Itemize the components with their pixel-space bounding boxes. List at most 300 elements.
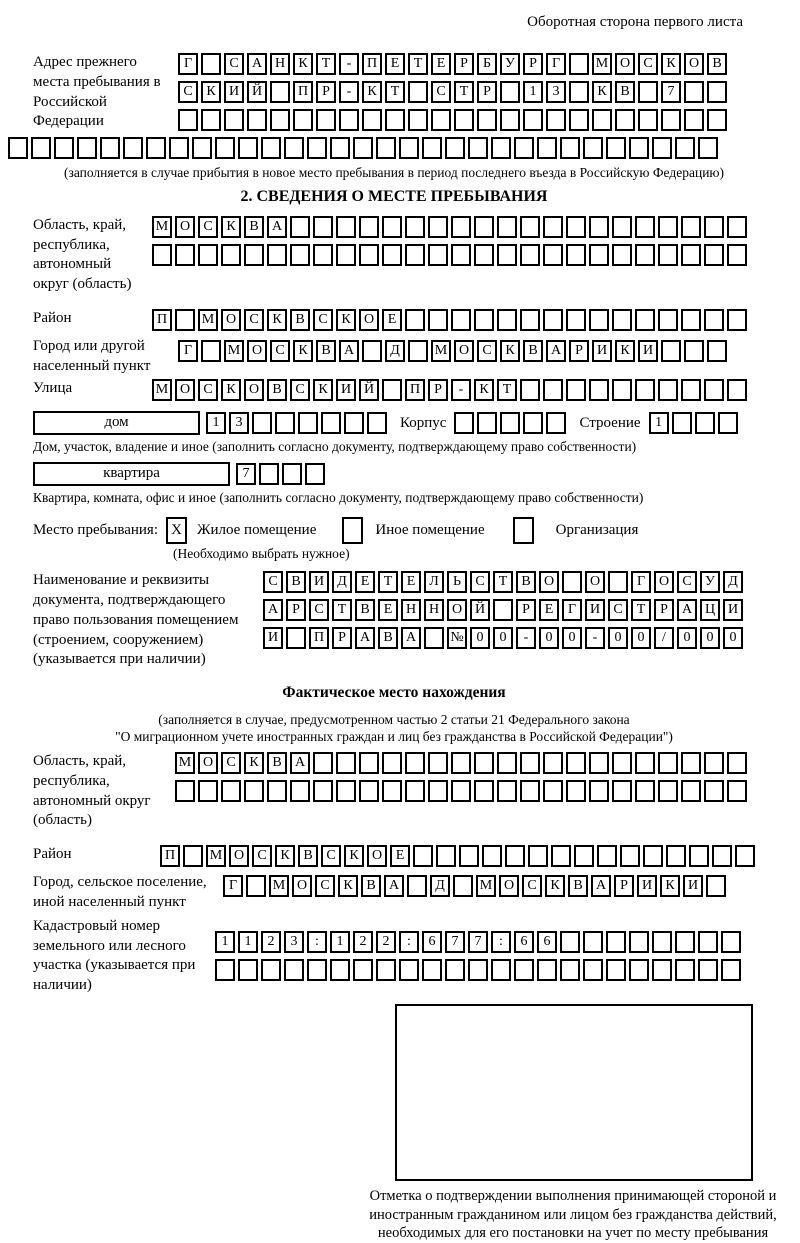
char-box[interactable]: К <box>338 875 358 897</box>
char-box[interactable]: К <box>221 379 241 401</box>
char-box[interactable]: 0 <box>562 627 582 649</box>
char-box[interactable] <box>537 959 557 981</box>
char-box[interactable] <box>454 412 474 434</box>
char-box[interactable] <box>629 931 649 953</box>
char-box[interactable] <box>477 109 497 131</box>
char-box[interactable]: С <box>270 340 290 362</box>
char-box[interactable]: С <box>431 81 451 103</box>
char-box[interactable]: Р <box>316 81 336 103</box>
char-box[interactable]: О <box>684 53 704 75</box>
char-box[interactable] <box>505 845 525 867</box>
char-box[interactable] <box>681 244 701 266</box>
char-box[interactable] <box>382 216 402 238</box>
char-box[interactable] <box>583 137 603 159</box>
char-box[interactable] <box>474 244 494 266</box>
char-box[interactable] <box>491 137 511 159</box>
char-box[interactable] <box>658 309 678 331</box>
char-box[interactable] <box>560 137 580 159</box>
char-box[interactable] <box>376 137 396 159</box>
char-box[interactable] <box>244 780 264 802</box>
char-box[interactable] <box>31 137 51 159</box>
char-box[interactable] <box>175 244 195 266</box>
char-box[interactable] <box>681 780 701 802</box>
char-box[interactable]: 2 <box>261 931 281 953</box>
char-box[interactable] <box>612 780 632 802</box>
char-box[interactable]: М <box>152 216 172 238</box>
char-box[interactable] <box>635 780 655 802</box>
char-box[interactable]: И <box>723 599 743 621</box>
char-box[interactable] <box>583 959 603 981</box>
char-box[interactable] <box>658 379 678 401</box>
char-box[interactable] <box>566 244 586 266</box>
char-box[interactable] <box>399 959 419 981</box>
char-box[interactable]: Т <box>316 53 336 75</box>
char-box[interactable] <box>658 780 678 802</box>
char-box[interactable] <box>453 875 473 897</box>
char-box[interactable] <box>313 780 333 802</box>
char-box[interactable] <box>413 845 433 867</box>
char-box[interactable]: 7 <box>445 931 465 953</box>
char-box[interactable] <box>290 780 310 802</box>
char-box[interactable]: 3 <box>229 412 249 434</box>
char-box[interactable] <box>704 780 724 802</box>
char-box[interactable]: М <box>206 845 226 867</box>
char-box[interactable] <box>436 845 456 867</box>
char-box[interactable]: М <box>269 875 289 897</box>
char-box[interactable]: / <box>654 627 674 649</box>
char-box[interactable] <box>169 137 189 159</box>
char-box[interactable] <box>566 216 586 238</box>
char-box[interactable]: Т <box>385 81 405 103</box>
char-box[interactable]: 0 <box>631 627 651 649</box>
char-box[interactable]: Н <box>270 53 290 75</box>
char-box[interactable]: Р <box>477 81 497 103</box>
char-box[interactable] <box>500 412 520 434</box>
char-box[interactable]: М <box>431 340 451 362</box>
char-box[interactable]: П <box>362 53 382 75</box>
stroenie-row[interactable] <box>649 412 741 434</box>
char-box[interactable] <box>566 752 586 774</box>
char-box[interactable]: К <box>221 216 241 238</box>
char-box[interactable]: Р <box>454 53 474 75</box>
korpus-row[interactable] <box>454 412 569 434</box>
char-box[interactable] <box>261 959 281 981</box>
char-box[interactable] <box>497 244 517 266</box>
char-box[interactable]: В <box>316 340 336 362</box>
char-box[interactable] <box>183 845 203 867</box>
char-box[interactable] <box>215 137 235 159</box>
char-box[interactable] <box>562 571 582 593</box>
char-box[interactable] <box>606 931 626 953</box>
char-box[interactable] <box>721 931 741 953</box>
char-box[interactable]: О <box>175 379 195 401</box>
char-box[interactable]: 1 <box>523 81 543 103</box>
char-box[interactable]: : <box>491 931 511 953</box>
char-box[interactable]: 6 <box>537 931 557 953</box>
char-box[interactable]: М <box>224 340 244 362</box>
char-box[interactable]: Е <box>390 845 410 867</box>
char-box[interactable] <box>543 309 563 331</box>
char-box[interactable] <box>428 752 448 774</box>
char-box[interactable]: П <box>405 379 425 401</box>
char-box[interactable]: А <box>290 752 310 774</box>
char-box[interactable] <box>474 216 494 238</box>
char-box[interactable]: № <box>447 627 467 649</box>
char-box[interactable]: Т <box>493 571 513 593</box>
char-box[interactable]: О <box>585 571 605 593</box>
char-box[interactable] <box>284 959 304 981</box>
char-box[interactable] <box>267 780 287 802</box>
char-box[interactable]: М <box>152 379 172 401</box>
char-box[interactable]: Г <box>562 599 582 621</box>
char-box[interactable] <box>704 216 724 238</box>
char-box[interactable] <box>635 379 655 401</box>
char-box[interactable] <box>224 109 244 131</box>
char-box[interactable]: К <box>661 53 681 75</box>
char-box[interactable]: С <box>224 53 244 75</box>
char-box[interactable] <box>307 137 327 159</box>
char-box[interactable] <box>238 137 258 159</box>
char-box[interactable] <box>445 137 465 159</box>
char-box[interactable]: О <box>367 845 387 867</box>
char-box[interactable] <box>385 109 405 131</box>
char-box[interactable] <box>497 780 517 802</box>
char-box[interactable] <box>175 780 195 802</box>
char-box[interactable] <box>382 780 402 802</box>
char-box[interactable] <box>560 931 580 953</box>
char-box[interactable] <box>704 379 724 401</box>
char-box[interactable] <box>698 959 718 981</box>
char-box[interactable] <box>589 780 609 802</box>
char-box[interactable]: П <box>293 81 313 103</box>
char-box[interactable] <box>428 216 448 238</box>
char-box[interactable]: С <box>198 379 218 401</box>
char-box[interactable]: Т <box>454 81 474 103</box>
char-box[interactable]: Д <box>430 875 450 897</box>
char-box[interactable]: Е <box>378 599 398 621</box>
char-box[interactable]: М <box>175 752 195 774</box>
char-box[interactable] <box>675 931 695 953</box>
char-box[interactable] <box>704 309 724 331</box>
char-box[interactable]: Р <box>286 599 306 621</box>
char-box[interactable]: Н <box>424 599 444 621</box>
char-box[interactable] <box>727 752 747 774</box>
char-box[interactable] <box>259 463 279 485</box>
char-box[interactable] <box>727 379 747 401</box>
char-box[interactable] <box>612 752 632 774</box>
char-box[interactable]: В <box>361 875 381 897</box>
char-box[interactable] <box>454 109 474 131</box>
char-box[interactable]: С <box>315 875 335 897</box>
char-box[interactable] <box>408 340 428 362</box>
char-box[interactable]: П <box>309 627 329 649</box>
char-box[interactable] <box>286 627 306 649</box>
char-box[interactable]: С <box>252 845 272 867</box>
char-box[interactable] <box>451 244 471 266</box>
char-box[interactable] <box>543 379 563 401</box>
prev-address-row-1[interactable] <box>178 53 730 75</box>
char-box[interactable]: Т <box>332 599 352 621</box>
char-box[interactable]: О <box>499 875 519 897</box>
char-box[interactable] <box>681 309 701 331</box>
ulitsa-row[interactable] <box>152 379 750 401</box>
char-box[interactable]: С <box>313 309 333 331</box>
char-box[interactable] <box>583 931 603 953</box>
char-box[interactable]: Т <box>378 571 398 593</box>
char-box[interactable] <box>201 109 221 131</box>
char-box[interactable] <box>298 412 318 434</box>
char-box[interactable] <box>451 309 471 331</box>
char-box[interactable]: Р <box>569 340 589 362</box>
char-box[interactable]: 3 <box>546 81 566 103</box>
kadastr-row-1[interactable] <box>215 931 744 953</box>
char-box[interactable] <box>543 780 563 802</box>
char-box[interactable] <box>123 137 143 159</box>
char-box[interactable]: К <box>500 340 520 362</box>
char-box[interactable] <box>359 752 379 774</box>
char-box[interactable] <box>514 959 534 981</box>
char-box[interactable]: И <box>263 627 283 649</box>
char-box[interactable]: В <box>244 216 264 238</box>
char-box[interactable]: С <box>477 340 497 362</box>
char-box[interactable]: Й <box>470 599 490 621</box>
gorod-row[interactable] <box>178 340 730 362</box>
oblast-row-2[interactable] <box>152 244 750 266</box>
oblast-row-1[interactable] <box>152 216 750 238</box>
char-box[interactable]: С <box>470 571 490 593</box>
char-box[interactable] <box>382 379 402 401</box>
char-box[interactable] <box>546 412 566 434</box>
char-box[interactable]: 1 <box>238 931 258 953</box>
char-box[interactable] <box>313 244 333 266</box>
char-box[interactable] <box>658 752 678 774</box>
char-box[interactable] <box>661 340 681 362</box>
char-box[interactable] <box>546 109 566 131</box>
char-box[interactable] <box>246 875 266 897</box>
char-box[interactable]: И <box>309 571 329 593</box>
char-box[interactable] <box>695 412 715 434</box>
char-box[interactable] <box>424 627 444 649</box>
dokument-row-2[interactable] <box>263 599 746 621</box>
char-box[interactable]: М <box>592 53 612 75</box>
char-box[interactable] <box>359 244 379 266</box>
char-box[interactable] <box>635 309 655 331</box>
char-box[interactable] <box>523 412 543 434</box>
char-box[interactable]: К <box>313 379 333 401</box>
char-box[interactable]: Р <box>614 875 634 897</box>
char-box[interactable] <box>608 571 628 593</box>
char-box[interactable]: О <box>539 571 559 593</box>
char-box[interactable] <box>336 216 356 238</box>
char-box[interactable] <box>407 875 427 897</box>
checkbox-inoe[interactable] <box>342 517 363 544</box>
char-box[interactable] <box>313 216 333 238</box>
char-box[interactable]: И <box>585 599 605 621</box>
kvartira-row[interactable] <box>236 463 328 485</box>
char-box[interactable]: 0 <box>493 627 513 649</box>
char-box[interactable] <box>198 780 218 802</box>
char-box[interactable] <box>290 244 310 266</box>
char-box[interactable]: Д <box>723 571 743 593</box>
char-box[interactable]: О <box>447 599 467 621</box>
char-box[interactable] <box>428 780 448 802</box>
char-box[interactable] <box>635 752 655 774</box>
char-box[interactable] <box>261 137 281 159</box>
char-box[interactable] <box>175 309 195 331</box>
char-box[interactable] <box>727 216 747 238</box>
char-box[interactable] <box>706 875 726 897</box>
char-box[interactable] <box>704 244 724 266</box>
char-box[interactable]: Ь <box>447 571 467 593</box>
char-box[interactable] <box>307 959 327 981</box>
char-box[interactable] <box>551 845 571 867</box>
char-box[interactable] <box>146 137 166 159</box>
prev-address-row-2[interactable] <box>178 81 730 103</box>
char-box[interactable] <box>704 752 724 774</box>
char-box[interactable]: - <box>516 627 536 649</box>
char-box[interactable] <box>612 309 632 331</box>
char-box[interactable]: О <box>247 340 267 362</box>
checkbox-organizatsiya[interactable] <box>513 517 534 544</box>
char-box[interactable] <box>658 244 678 266</box>
char-box[interactable]: 2 <box>353 931 373 953</box>
char-box[interactable] <box>675 137 695 159</box>
char-box[interactable] <box>684 340 704 362</box>
char-box[interactable] <box>589 216 609 238</box>
char-box[interactable] <box>635 216 655 238</box>
char-box[interactable] <box>376 959 396 981</box>
dom-row[interactable] <box>206 412 390 434</box>
char-box[interactable]: Е <box>539 599 559 621</box>
char-box[interactable] <box>698 931 718 953</box>
char-box[interactable]: 0 <box>700 627 720 649</box>
char-box[interactable]: Ц <box>700 599 720 621</box>
fact-oblast-row-2[interactable] <box>175 780 750 802</box>
char-box[interactable]: 1 <box>206 412 226 434</box>
char-box[interactable]: Л <box>424 571 444 593</box>
char-box[interactable]: К <box>344 845 364 867</box>
char-box[interactable]: П <box>160 845 180 867</box>
char-box[interactable] <box>201 340 221 362</box>
char-box[interactable] <box>666 845 686 867</box>
char-box[interactable] <box>321 412 341 434</box>
char-box[interactable] <box>247 109 267 131</box>
char-box[interactable] <box>620 845 640 867</box>
char-box[interactable] <box>178 109 198 131</box>
char-box[interactable] <box>431 109 451 131</box>
char-box[interactable]: Р <box>654 599 674 621</box>
char-box[interactable] <box>707 81 727 103</box>
char-box[interactable] <box>497 309 517 331</box>
char-box[interactable] <box>362 340 382 362</box>
char-box[interactable]: С <box>244 309 264 331</box>
char-box[interactable]: С <box>178 81 198 103</box>
char-box[interactable]: О <box>654 571 674 593</box>
char-box[interactable]: 0 <box>539 627 559 649</box>
char-box[interactable]: Р <box>516 599 536 621</box>
char-box[interactable]: О <box>221 309 241 331</box>
char-box[interactable] <box>727 244 747 266</box>
char-box[interactable]: К <box>293 340 313 362</box>
char-box[interactable]: Т <box>631 599 651 621</box>
char-box[interactable]: Р <box>332 627 352 649</box>
char-box[interactable]: А <box>384 875 404 897</box>
char-box[interactable]: С <box>221 752 241 774</box>
char-box[interactable]: В <box>267 379 287 401</box>
char-box[interactable] <box>8 137 28 159</box>
char-box[interactable]: 7 <box>661 81 681 103</box>
char-box[interactable]: В <box>286 571 306 593</box>
char-box[interactable] <box>635 244 655 266</box>
char-box[interactable]: К <box>660 875 680 897</box>
prev-address-row-3[interactable] <box>178 109 730 131</box>
char-box[interactable] <box>428 309 448 331</box>
char-box[interactable] <box>100 137 120 159</box>
char-box[interactable]: Р <box>428 379 448 401</box>
char-box[interactable] <box>712 845 732 867</box>
char-box[interactable]: С <box>522 875 542 897</box>
char-box[interactable] <box>336 752 356 774</box>
char-box[interactable] <box>698 137 718 159</box>
char-box[interactable]: В <box>516 571 536 593</box>
char-box[interactable] <box>359 780 379 802</box>
char-box[interactable] <box>589 244 609 266</box>
char-box[interactable]: 0 <box>470 627 490 649</box>
char-box[interactable] <box>474 780 494 802</box>
char-box[interactable]: И <box>683 875 703 897</box>
char-box[interactable]: - <box>585 627 605 649</box>
char-box[interactable] <box>566 309 586 331</box>
char-box[interactable] <box>543 244 563 266</box>
char-box[interactable] <box>284 137 304 159</box>
char-box[interactable]: К <box>267 309 287 331</box>
char-box[interactable]: 0 <box>677 627 697 649</box>
char-box[interactable] <box>399 137 419 159</box>
char-box[interactable] <box>316 109 336 131</box>
char-box[interactable]: С <box>321 845 341 867</box>
char-box[interactable] <box>382 244 402 266</box>
char-box[interactable] <box>638 81 658 103</box>
char-box[interactable]: А <box>591 875 611 897</box>
char-box[interactable] <box>362 109 382 131</box>
char-box[interactable] <box>339 109 359 131</box>
char-box[interactable] <box>290 216 310 238</box>
char-box[interactable] <box>330 137 350 159</box>
char-box[interactable] <box>566 379 586 401</box>
char-box[interactable]: В <box>523 340 543 362</box>
char-box[interactable]: И <box>637 875 657 897</box>
char-box[interactable]: К <box>545 875 565 897</box>
char-box[interactable]: 7 <box>236 463 256 485</box>
char-box[interactable] <box>569 81 589 103</box>
char-box[interactable]: Д <box>332 571 352 593</box>
char-box[interactable] <box>689 845 709 867</box>
char-box[interactable] <box>606 137 626 159</box>
char-box[interactable] <box>482 845 502 867</box>
char-box[interactable] <box>405 309 425 331</box>
char-box[interactable]: Т <box>497 379 517 401</box>
checkbox-zhiloe[interactable]: X <box>166 517 187 544</box>
char-box[interactable] <box>560 959 580 981</box>
char-box[interactable] <box>497 216 517 238</box>
char-box[interactable]: Й <box>359 379 379 401</box>
char-box[interactable] <box>451 752 471 774</box>
char-box[interactable]: 1 <box>649 412 669 434</box>
char-box[interactable] <box>520 379 540 401</box>
char-box[interactable]: К <box>336 309 356 331</box>
char-box[interactable] <box>735 845 755 867</box>
char-box[interactable]: К <box>293 53 313 75</box>
